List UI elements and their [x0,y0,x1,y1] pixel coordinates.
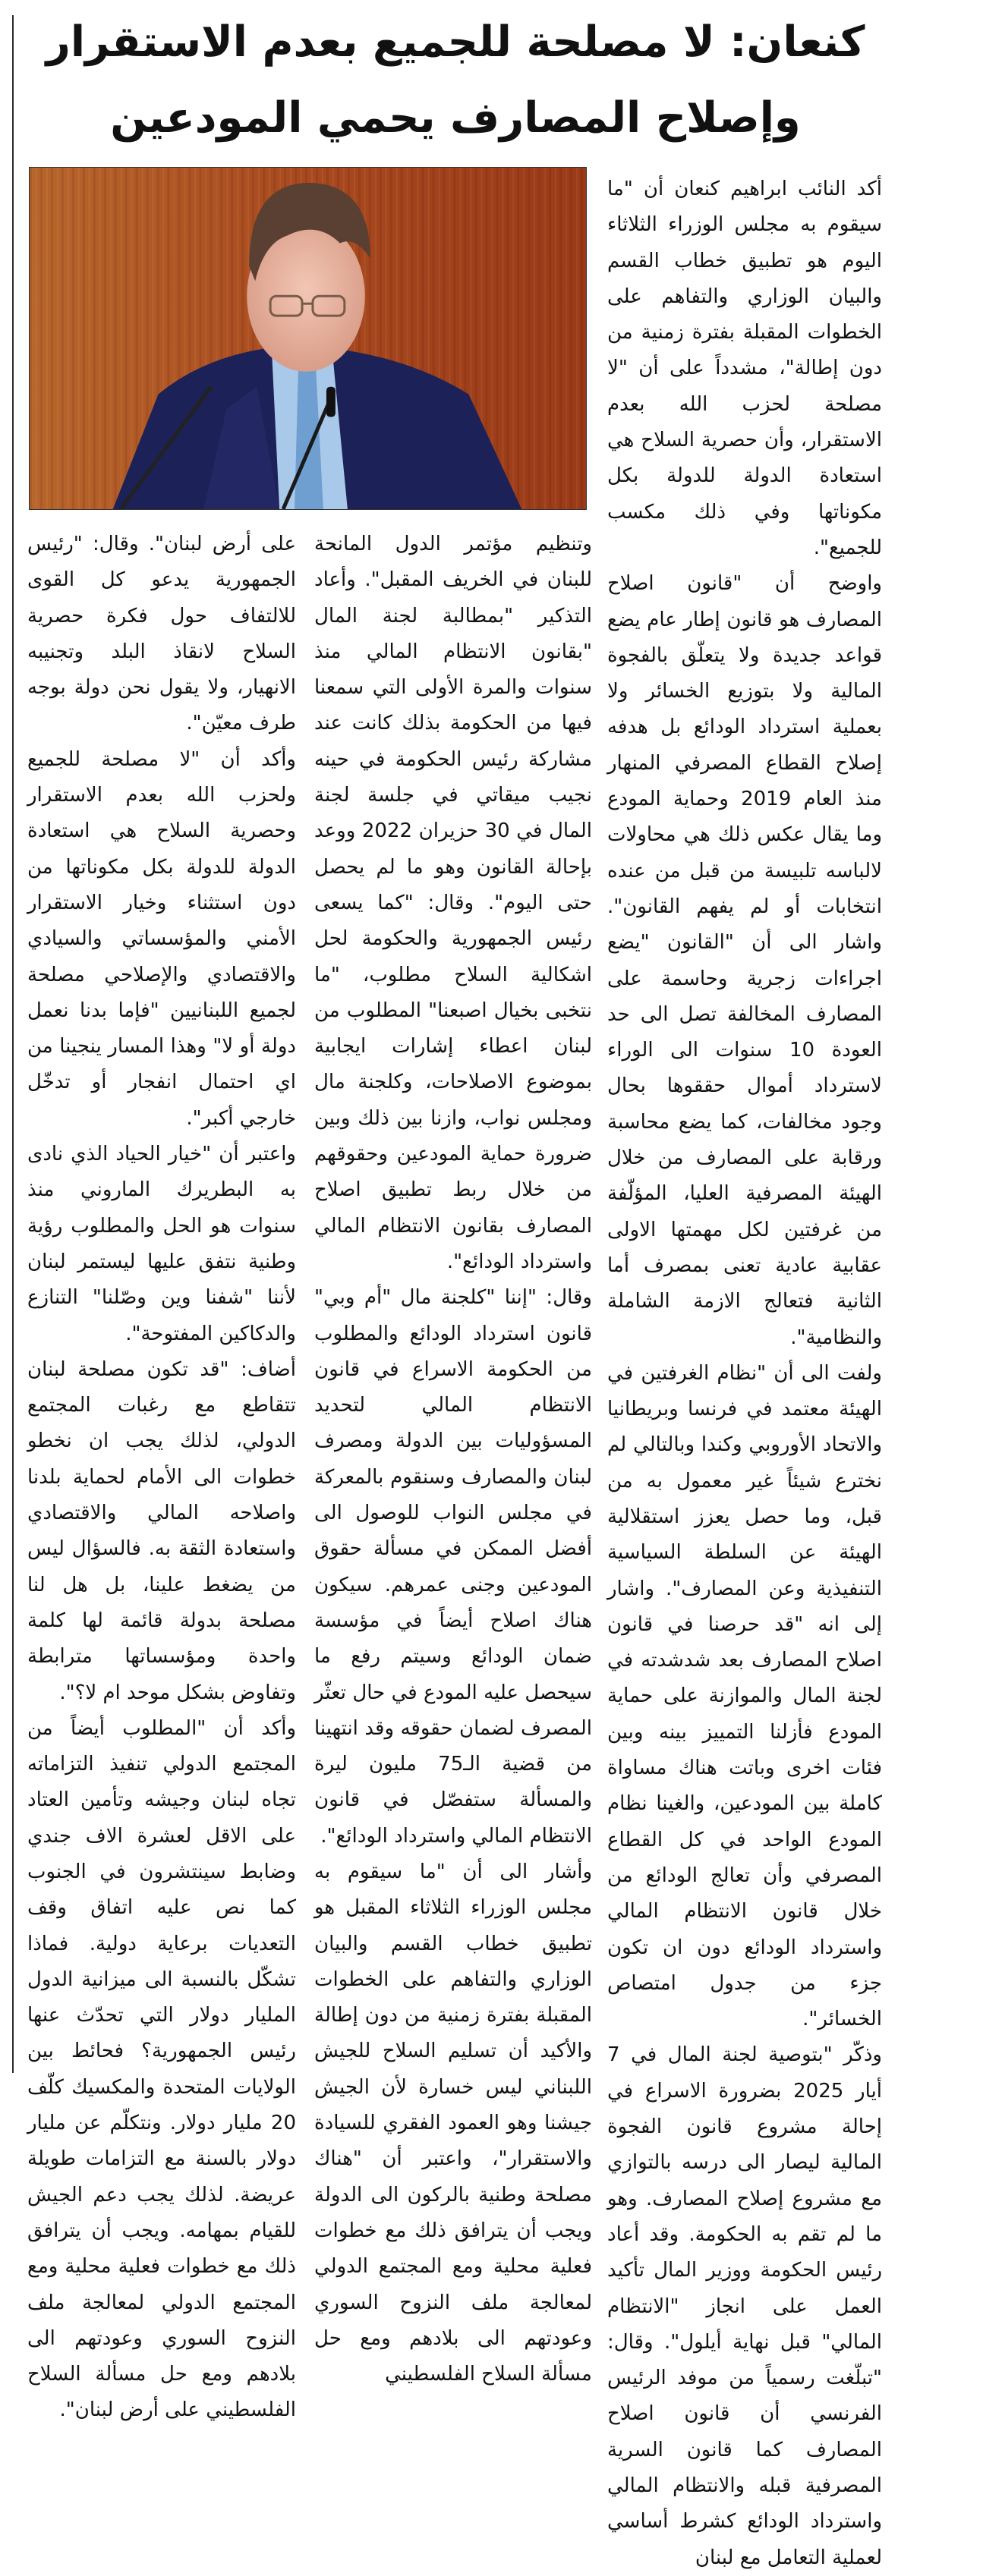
article-headline [30,5,881,156]
paragraph: على أرض لبنان". وقال: "رئيس الجمهورية يدعو كل القوى للالتفاف حول فكرة حصرية السلاح لانقاذ البلد وتجنيبه الانهيار، ولا يقول نحن دولة بوجه طرف معيّن". [27,533,296,735]
paragraph: ولفت الى أن "نظام الغرفتين في الهيئة معتمد في فرنسا وبريطانيا والاتحاد الأوروبي وكندا وبالتالي لم نخترع شيئاً غير معمول به من قبل، وما حصل يعزز استقلالية الهيئة عن السلطة السياسية التنفيذية وعن المصارف". واشار إلى انه "قد حرصنا في قانون اصلاح المصارف بعد شدشدته في لجنة المال والموازنة على حماية المودع فأزلنا التمييز بينه وبين فئات اخرى وباتت هناك مساواة كاملة بين المودعين، والغينا نظام المودع الواحد في كل القطاع المصرفي وأن تعالج الودائع من خلال قانون الانتظام المالي واسترداد الودائع دون ان تكون جزء من جدول امتصاص الخسائر". [607,1361,882,2031]
article-column-left [27,527,296,2429]
article-column-middle [314,527,592,2392]
article-photo [29,167,587,510]
photo-kanaan-speaking [30,168,586,509]
paragraph: وقال: "إننا "كلجنة مال "أم وبي" قانون استرداد الودائع والمطلوب من الحكومة الاسراع في قانون الانتظام المالي لتحديد المسؤوليات بين الدولة ومصرف لبنان والمصارف وسنقوم بالمعركة في مجلس النواب للوصول الى أفضل الممكن في مسألة حقوق المودعين وجنى عمرهم. سيكون هناك اصلاح أيضاً في مؤسسة ضمان الودائع وسيتم رفع ما سيحصل عليه المودع في حال تعثّر المصرف لضمان حقوقه وقد انتهينا من قضية الـ75 مليون ليرة والمسألة ستفصّل في قانون الانتظام المالي واسترداد الودائع". [314,1286,592,1848]
paragraph: أكد النائب ابراهيم كنعان أن "ما سيقوم به مجلس الوزراء الثلاثاء اليوم هو تطبيق خطاب القسم والبيان الوزاري والتفاهم على الخطوات المقبلة بفترة زمنية من دون إطالة"، مشدداً على أن "لا مصلحة لحزب الله بعدم الاستقرار، وأن حصرية السلاح هي استعادة الدولة للدولة بكل مكوناتها وفي ذلك مكسب للجميع". [607,178,882,559]
microphone-head [326,387,336,417]
paragraph: وأكد أن "لا مصلحة للجميع ولحزب الله بعدم الاستقرار وحصرية السلاح هي استعادة الدولة للدولة بكل مكوناتها من دون استثناء وخيار الاستقرار الأمني والمؤسساتي والسيادي والاقتصادي والإصلاحي مصلحة لجميع اللبنانيين "فإما بدنا نعمل دولة أو لا" وهذا المسار ينجينا من اي احتمال انفجار أو تدخّل خارجي أكبر". [27,747,296,1130]
paragraph: واوضح أن "قانون اصلاح المصارف هو قانون إطار عام يضع قواعد جديدة ولا يتعلّق بالفجوة المالية ولا بتوزيع الخسائر ولا بعملية استرداد الودائع بل هدفه إصلاح القطاع المصرفي المنهار منذ العام 2019 وحماية المودع وما يقال عكس ذلك هي محاولات لالباسه تلبيسة من قبل من عنده انتخابات أو لم يفهم القانون". واشار الى أن "القانون "يضع اجراءات زجرية وحاسمة على المصارف المخالفة تصل الى حد العودة 10 سنوات الى الوراء لاسترداد أموال حققوها بحال وجود مخالفات، كما يضع محاسبة ورقابة على المصارف من خلال الهيئة المصرفية العليا، المؤلّفة من غرفتين لكل مهمتها الاولى عقابية عادية تعنى بمصرف أما الثانية فتعالج الازمة الشاملة والنظامية". [607,572,882,1349]
column-rule [12,15,14,2073]
paragraph: واعتبر أن "خيار الحياد الذي نادى به البطريرك الماروني منذ سنوات هو الحل والمطلوب رؤية وطنية نتفق عليها ليستمر لبنان لأننا "شفنا وين وصّلنا" التنازع والدكاكين المفتوحة". [27,1143,296,1345]
headline-line-2: وإصلاح المصارف يحمي المودعين [110,93,801,143]
paragraph: أضاف: "قد تكون مصلحة لبنان تتقاطع مع رغبات المجتمع الدولي، لذلك يجب ان نخطو خطوات الى الأمام لحماية بلدنا واصلاحه المالي والاقتصادي واستعادة الثقة به. فالسؤال ليس من يضغط علينا، بل هل لنا مصلحة بدولة قائمة لها كلمة واحدة ومؤسساتها مترابطة وتفاوض بشكل موحد ام لا؟". [27,1357,296,1704]
paragraph: وتنظيم مؤتمر الدول المانحة للبنان في الخريف المقبل". وأعاد التذكير "بمطالبة لجنة المال "بقانون الانتظام المالي منذ سنوات والمرة الأولى التي سمعنا فيها من الحكومة بذلك كانت عند مشاركة رئيس الحكومة في حينه نجيب ميقاتي في جلسة لجنة المال في 30 حزيران 2022 ووعد بإحالة القانون وهو ما لم يحصل حتى اليوم". وقال: "كما يسعى رئيس الجمهورية والحكومة لحل اشكالية السلاح مطلوب، "ما نتخبى بخيال اصبعنا" المطلوب من لبنان اعطاء إشارات ايجابية بموضوع الاصلاحات، وكلجنة مال ومجلس نواب، وازنا بين ذلك وبين ضرورة حماية المودعين وحقوقهم من خلال ربط تطبيق اصلاح المصارف بقانون الانتظام المالي واسترداد الودائع". [314,533,592,1273]
paragraph: وذكّر "بتوصية لجنة المال في 7 أيار 2025 بضرورة الاسراع في إحالة مشروع قانون الفجوة المالية ليصار الى درسه بالتوازي مع مشروع إصلاح المصارف. وهو ما لم تقم به الحكومة. وقد أعاد رئيس الحكومة ووزير المال تأكيد العمل على انجاز "الانتظام المالي" قبل نهاية أيلول". وقال: "تبلّغت رسمياً من موفد الرئيس الفرنسي أن قانون اصلاح المصارف كما قانون السرية المصرفية قبله والانتظام المالي واسترداد الودائع كشرط أساسي لعملية التعامل مع لبنان [607,2043,882,2569]
paragraph: وأشار الى أن "ما سيقوم به مجلس الوزراء الثلاثاء المقبل هو تطبيق خطاب القسم والبيان الوزاري والتفاهم على الخطوات المقبلة بفترة زمنية من دون إطالة والأكيد أن تسليم السلاح للجيش اللبناني ليس خسارة لأن الجيش جيشنا وهو العمود الفقري للسيادة والاستقرار"، واعتبر أن "هناك مصلحة وطنية بالركون الى الدولة ويجب أن يترافق ذلك مع خطوات فعلية محلية ومع المجتمع الدولي لمعالجة ملف النزوح السوري وعودتهم الى بلادهم ومع حل مسألة السلاح الفلسطيني [314,1860,592,2386]
paragraph: وأكد أن "المطلوب أيضاً من المجتمع الدولي تنفيذ التزاماته تجاه لبنان وجيشه وتأمين العتاد على الاقل لعشرة الاف جندي وضابط سينتشرون في الجنوب كما نص عليه اتفاق وقف التعديات برعاية دولية. فماذا تشكّل بالنسبة الى ميزانية الدول المليار دولار التي تحدّث عنها رئيس الجمهورية؟ فحائط بين الولايات المتحدة والمكسيك كلّف 20 مليار دولار. ونتكلّم عن مليار دولار بالسنة مع التزامات طويلة عريضة. لذلك يجب دعم الجيش للقيام بمهامه. ويجب أن يترافق ذلك مع خطوات فعلية محلية ومع المجتمع الدولي لمعالجة ملف النزوح السوري وعودتهم الى بلادهم ومع حل مسألة السلاح الفلسطيني على أرض لبنان". [27,1716,296,2422]
headline-line-1: كنعان: لا مصلحة للجميع بعدم الاستقرار [46,17,865,67]
article-column-right [607,171,882,2576]
